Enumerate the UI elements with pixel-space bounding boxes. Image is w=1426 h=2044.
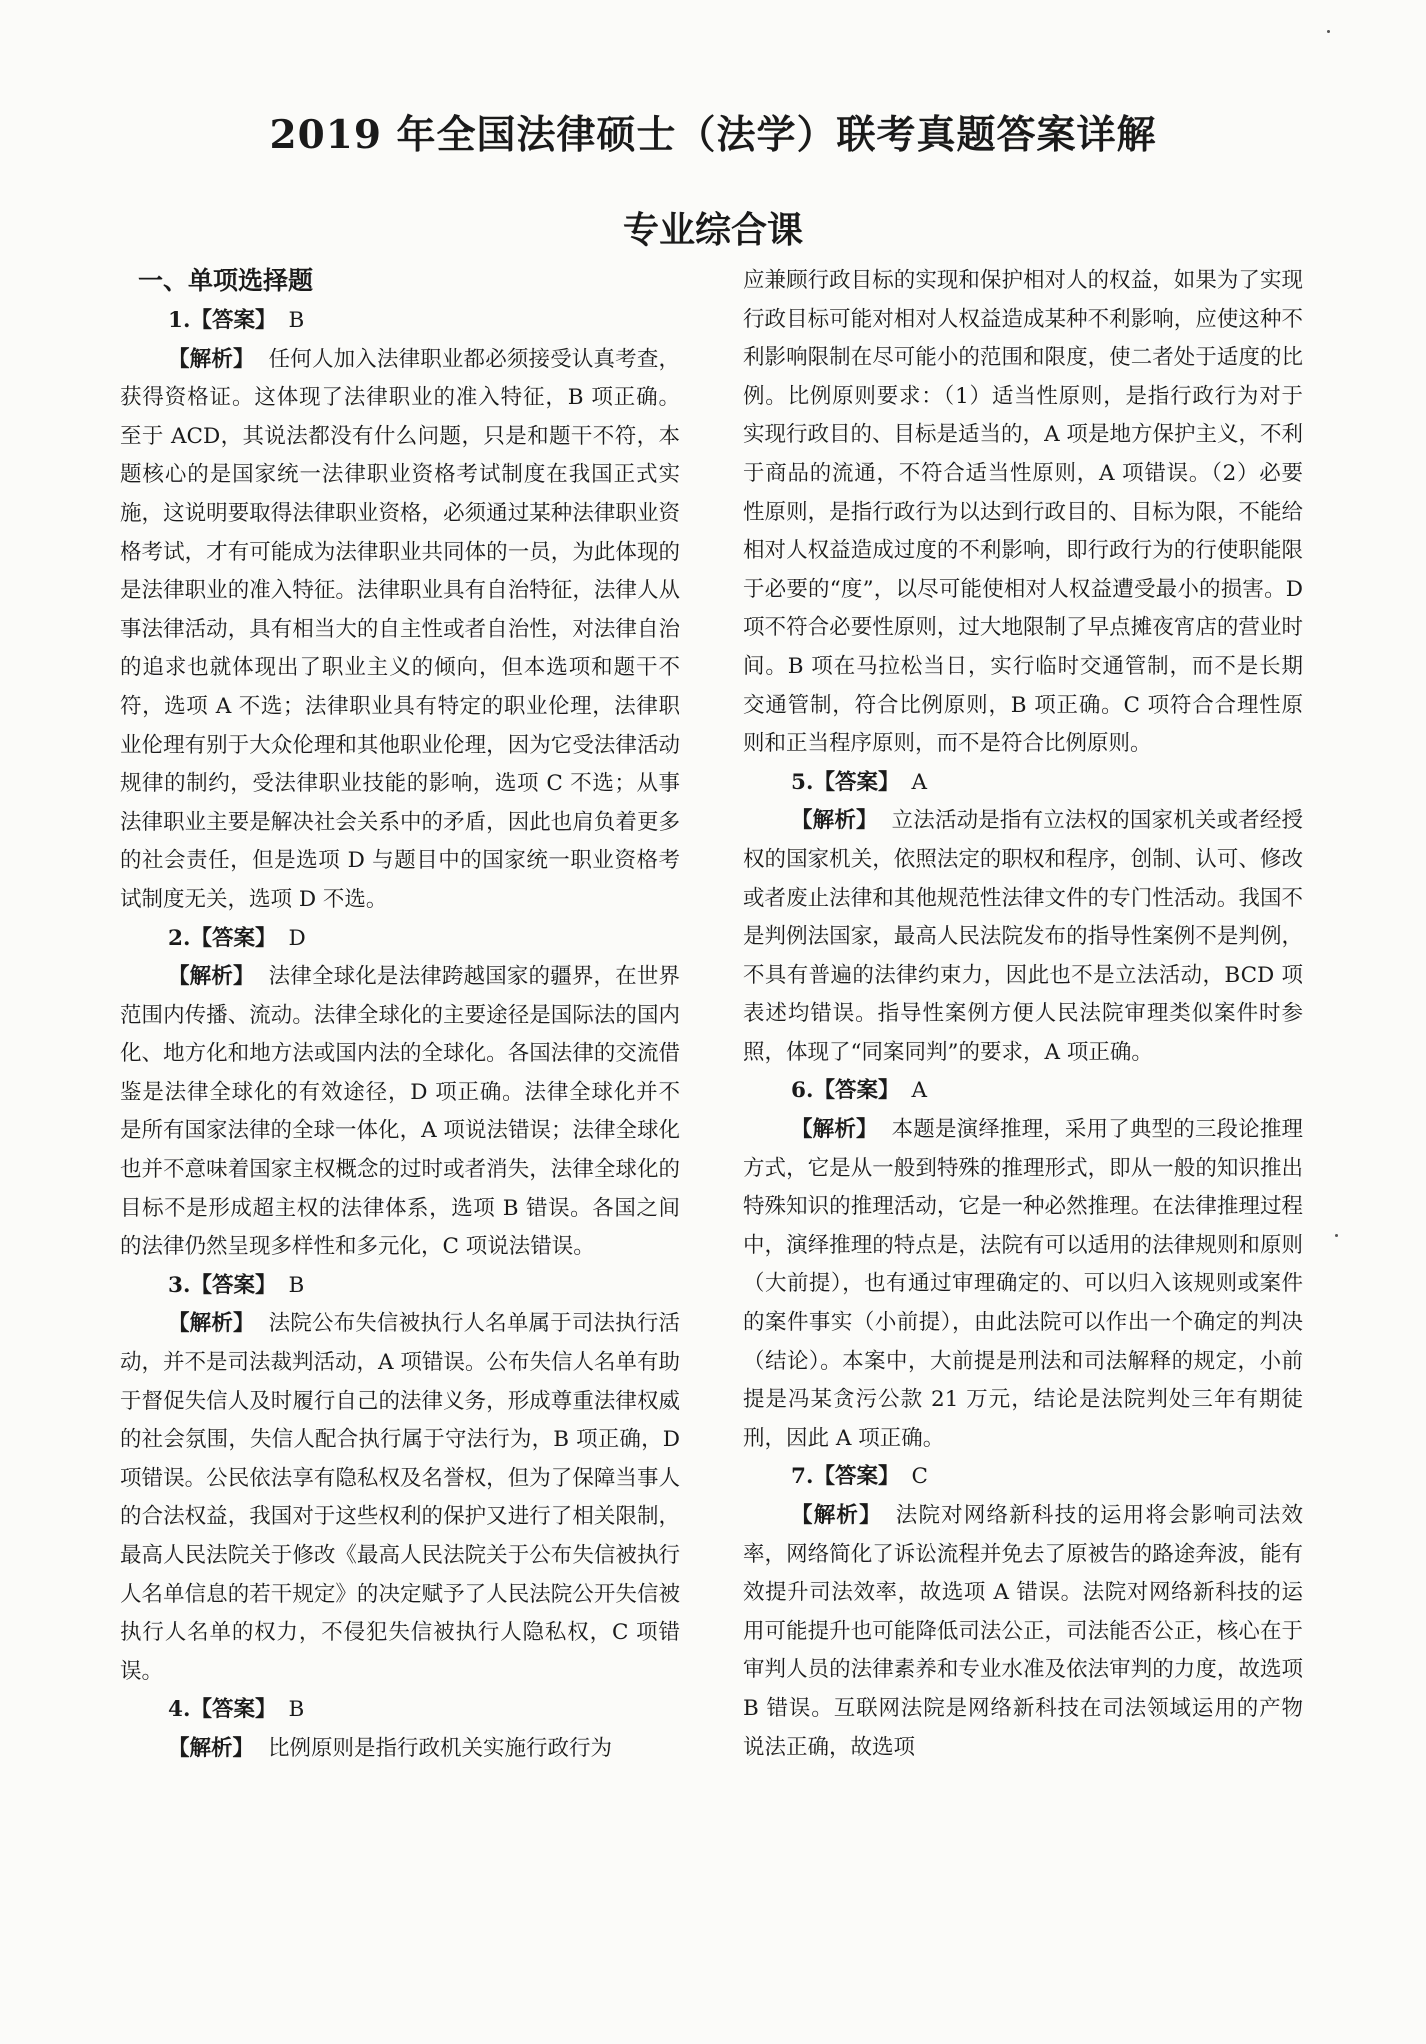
answer-letter: B [288, 308, 305, 333]
analysis-label: 【解析】 [168, 346, 255, 372]
answer-letter: B [288, 1697, 305, 1723]
section-heading: 一、单项选择题 [138, 266, 314, 295]
left-column [120, 262, 680, 2002]
answer-line-q4 [120, 1691, 680, 1730]
answer-line-q2 [120, 920, 680, 959]
question-number: 5. [791, 769, 814, 795]
answer-letter: B [288, 1272, 305, 1298]
analysis-label: 【解析】 [168, 1311, 255, 1337]
answer-letter: A [911, 769, 927, 795]
analysis-label: 【解析】 [791, 1117, 878, 1143]
question-number: 4. [168, 1697, 191, 1723]
answer-line-q5 [743, 764, 1303, 803]
answer-label: 【答案】 [813, 1078, 900, 1104]
page-subtitle: 专业综合课 [622, 209, 803, 251]
analysis-label: 【解析】 [791, 808, 878, 834]
analysis-q6 [743, 1111, 1303, 1458]
answer-label: 【答案】 [813, 769, 900, 795]
answer-line-q7 [743, 1458, 1303, 1497]
answer-label: 【答案】 [190, 1272, 277, 1298]
answer-label: 【答案】 [813, 1464, 900, 1490]
question-number: 7. [791, 1464, 814, 1490]
analysis-label: 【解析】 [168, 964, 255, 990]
answer-letter: D [288, 925, 306, 951]
answer-label: 【答案】 [190, 925, 277, 951]
analysis-q5 [743, 802, 1303, 1072]
answer-line-q1 [120, 302, 680, 341]
analysis-text: 立法活动是指有立法权的国家机关或者经授权的国家机关，依照法定的职权和程序，创制、认可、修改或者废止法律和其他规范性法律文件的专门性活动。我国不是判例法国家，最高人民法院发布的指导性案例不是判例，不具有普遍的法律约束力，因此也不是立法活动，BCD 项表述均错误。指导性案例方便人民法院审理类似案件时参照，体现了“同案同判”的要求，A 项正确。 [743, 808, 1303, 1065]
question-number: 3. [168, 1272, 191, 1298]
analysis-q2 [120, 958, 680, 1267]
analysis-text: 法院对网络新科技的运用将会影响司法效率，网络简化了诉讼流程并免去了原被告的路途奔波，能有效提升司法效率，故选项 A 错误。法院对网络新科技的运用可能提升也可能降低司法公正，司法能否公正，核心在于审判人员的法律素养和专业水准及依法审判的力度，故选项 B 错误。互联网法院是网络新科技在司法领域运用的产物说法正确，故选项 [743, 1503, 1303, 1760]
scan-speck [1335, 1234, 1338, 1237]
analysis-text: 本题是演绎推理，采用了典型的三段论推理方式，它是从一般到特殊的推理形式，即从一般的知识推出特殊知识的推理活动，它是一种必然推理。在法律推理过程中，演绎推理的特点是，法院有可以适用的法律规则和原则（大前提），也有通过审理确定的、可以归入该规则或案件的案件事实（小前提），由此法院可以作出一个确定的判决（结论）。本案中，大前提是刑法和司法解释的规定，小前提是冯某贪污公款 21 万元，结论是法院判处三年有期徒刑，因此 A 项正确。 [743, 1117, 1303, 1451]
analysis-q3 [120, 1305, 680, 1691]
page-title: 2019 年全国法律硕士（法学）联考真题答案详解 [269, 112, 1157, 158]
question-number: 2. [168, 925, 191, 951]
analysis-q7 [743, 1497, 1303, 1767]
analysis-text: 任何人加入法律职业都必须接受认真考查，获得资格证。这体现了法律职业的准入特征，B 项正确。至于 ACD，其说法都没有什么问题，只是和题干不符，本题核心的是国家统一法律职业资格考试制度在我国正式实施，这说明要取得法律职业资格，必须通过某种法律职业资格考试，才有可能成为法律职业共同体的一员，为此体现的是法律职业的准入特征。法律职业具有自治特征，法律人从事法律活动，具有相当大的自主性或者自治性，对法律自治的追求也就体现出了职业主义的倾向，但本选项和题干不符，选项 A 不选；法律职业具有特定的职业伦理，法律职业伦理有别于大众伦理和其他职业伦理，因为它受法律活动规律的制约，受法律职业技能的影响，选项 C 不选；从事法律职业主要是解决社会关系中的矛盾，因此也肩负着更多的社会责任，但是选项 D 与题目中的国家统一职业资格考试制度无关，选项 D 不选。 [120, 346, 680, 912]
right-column [743, 262, 1303, 2002]
analysis-label: 【解析】 [791, 1503, 882, 1528]
analysis-text: 法院公布失信被执行人名单属于司法执行活动，并不是司法裁判活动，A 项错误。公布失信人名单有助于督促失信人及时履行自己的法律义务，形成尊重法律权威的社会氛围，失信人配合执行属于守法行为，B 项正确，D 项错误。公民依法享有隐私权及名誉权，但为了保障当事人的合法权益，我国对于这些权利的保护又进行了相关限制，最高人民法院关于修改《最高人民法院关于公布失信被执行人名单信息的若干规定》的决定赋予了人民法院公开失信被执行人名单的权力，不侵犯失信被执行人隐私权，C 项错误。 [120, 1311, 680, 1684]
question-number: 6. [791, 1078, 814, 1104]
analysis-q4 [120, 1730, 680, 1769]
analysis-q4-continued: 应兼顾行政目标的实现和保护相对人的权益，如果为了实现行政目标可能对相对人权益造成某种不利影响，应使这种不利影响限制在尽可能小的范围和限度，使二者处于适度的比例。比例原则要求：（1）适当性原则，是指行政行为对于实现行政目的、目标是适当的，A 项是地方保护主义，不利于商品的流通，不符合适当性原则，A 项错误。（2）必要性原则，是指行政行为以达到行政目的、目标为限，不能给相对人权益造成过度的不利影响，即行政行为的行使职能限于必要的“度”，以尽可能使相对人权益遭受最小的损害。D 项不符合必要性原则，过大地限制了早点摊夜宵店的营业时间。B 项在马拉松当日，实行临时交通管制，而不是长期交通管制，符合比例原则，B 项正确。C 项符合合理性原则和正当程序原则，而不是符合比例原则。 [743, 268, 1303, 757]
question-number: 1. [168, 308, 191, 333]
answer-label: 【答案】 [190, 308, 277, 333]
answer-line-q6 [743, 1072, 1303, 1111]
answer-letter: C [911, 1464, 928, 1490]
scan-speck [1327, 30, 1330, 33]
answer-letter: A [911, 1078, 927, 1104]
answer-line-q3 [120, 1267, 680, 1306]
analysis-text: 法律全球化是法律跨越国家的疆界，在世界范围内传播、流动。法律全球化的主要途径是国际法的国内化、地方化和地方法或国内法的全球化。各国法律的交流借鉴是法律全球化的有效途径，D 项正确。法律全球化并不是所有国家法律的全球一体化，A 项说法错误；法律全球化也并不意味着国家主权概念的过时或者消失，法律全球化的目标不是形成超主权的法律体系，选项 B 错误。各国之间的法律仍然呈现多样性和多元化，C 项说法错误。 [120, 964, 680, 1260]
answer-label: 【答案】 [190, 1697, 277, 1723]
analysis-text: 比例原则是指行政机关实施行政行为 [268, 1735, 613, 1761]
analysis-label: 【解析】 [168, 1735, 255, 1761]
analysis-q1 [120, 341, 680, 920]
